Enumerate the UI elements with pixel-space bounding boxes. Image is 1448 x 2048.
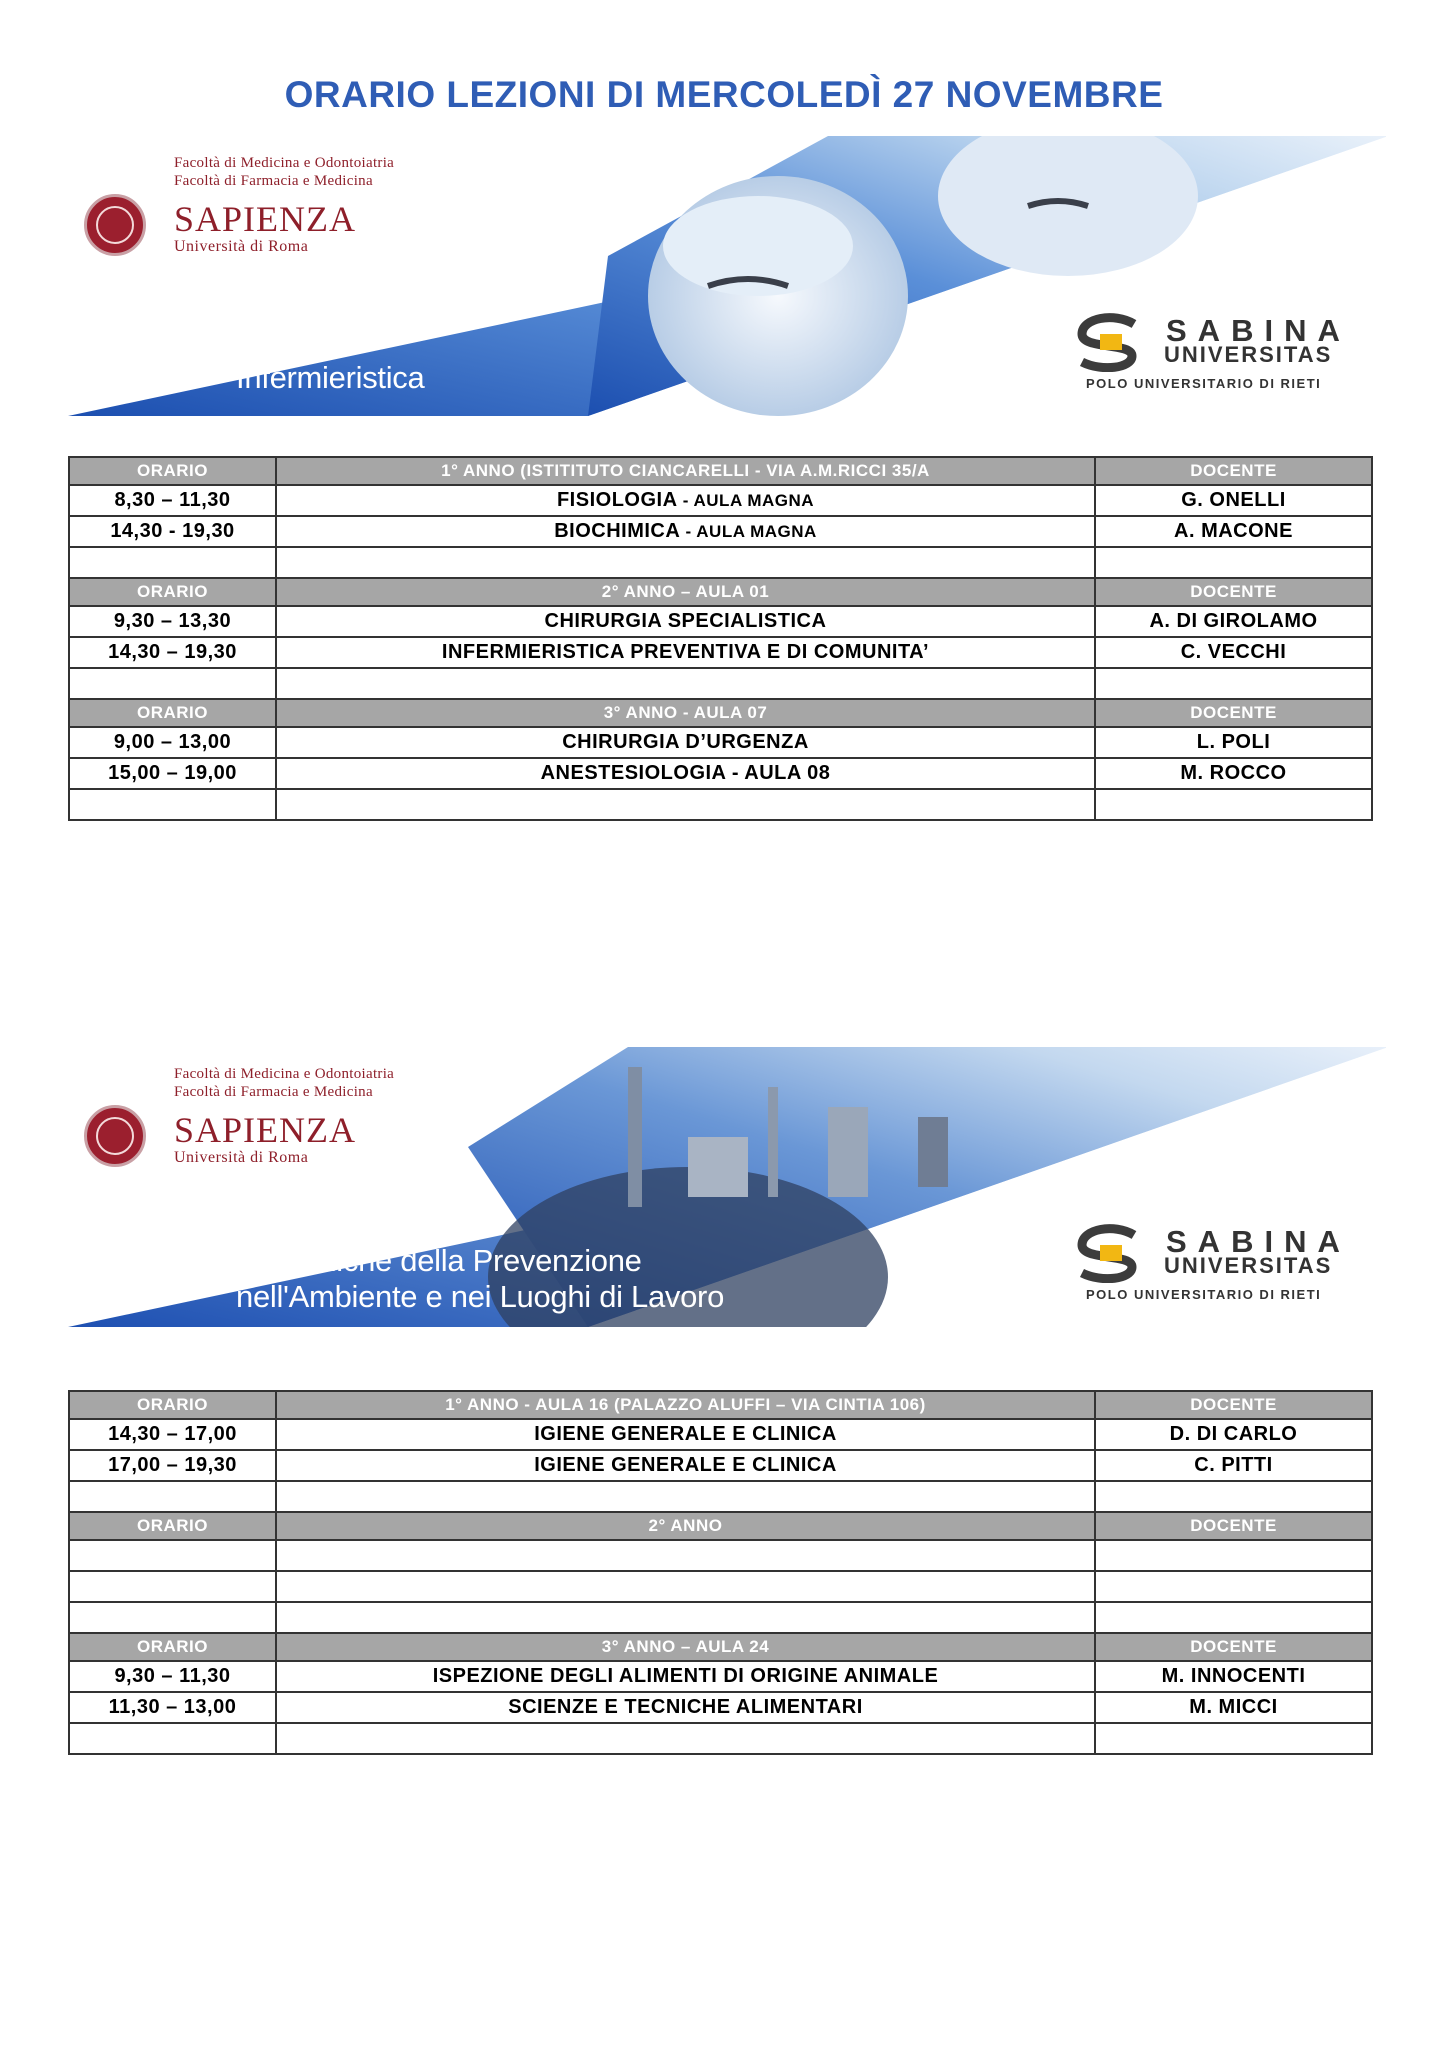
table-header-row (69, 1512, 1372, 1540)
time-cell (69, 547, 276, 578)
time-cell: 11,30 – 13,00 (69, 1692, 276, 1723)
teacher-cell: D. DI CARLO (1095, 1419, 1372, 1450)
header-year: 2° ANNO (276, 1512, 1095, 1540)
teacher-cell (1095, 547, 1372, 578)
course-name-line-2: nell'Ambiente e nei Luoghi di Lavoro (236, 1279, 725, 1314)
table-row (69, 1571, 1372, 1602)
polo-tagline: POLO UNIVERSITARIO DI RIETI (1086, 1287, 1322, 1302)
subject-cell (276, 1419, 1095, 1450)
table-header-row (69, 1633, 1372, 1661)
subject-cell (276, 637, 1095, 668)
subject-cell (276, 1602, 1095, 1633)
table-row (69, 1540, 1372, 1571)
time-cell: 15,00 – 19,00 (69, 758, 276, 789)
faculty-line-1: Facoltà di Medicina e Odontoiatria (174, 155, 395, 171)
header-orario: ORARIO (69, 578, 276, 606)
time-cell: 14,30 - 19,30 (69, 516, 276, 547)
room-label: - AULA MAGNA (677, 491, 815, 510)
table-row (69, 1450, 1372, 1481)
sabina-wordmark: SABINA (1166, 1224, 1351, 1259)
subject-cell (276, 758, 1095, 789)
subject-cell (276, 727, 1095, 758)
subject-cell (276, 547, 1095, 578)
table-row (69, 727, 1372, 758)
table-row (69, 485, 1372, 516)
subject-name: SCIENZE E TECNICHE ALIMENTARI (508, 1696, 863, 1718)
teacher-cell: M. MICCI (1095, 1692, 1372, 1723)
time-cell: 8,30 – 11,30 (69, 485, 276, 516)
subject-cell (276, 1540, 1095, 1571)
header-docente: DOCENTE (1095, 457, 1372, 485)
subject-cell (276, 485, 1095, 516)
time-cell: 9,30 – 13,30 (69, 606, 276, 637)
table-row (69, 1419, 1372, 1450)
subject-name: CHIRURGIA SPECIALISTICA (544, 610, 827, 632)
table-header-row (69, 699, 1372, 727)
header-orario: ORARIO (69, 457, 276, 485)
table-row (69, 1602, 1372, 1633)
header-docente: DOCENTE (1095, 1512, 1372, 1540)
sabina-logo-icon (1074, 1223, 1144, 1283)
time-cell: 9,00 – 13,00 (69, 727, 276, 758)
banner-prevenzione (68, 1047, 1386, 1327)
header-year: 1° ANNO (ISTITITUTO CIANCARELLI - VIA A.M.RICCI 35/A (276, 457, 1095, 485)
time-cell (69, 789, 276, 820)
subject-name: INFERMIERISTICA PREVENTIVA E DI COMUNITA’ (441, 641, 930, 663)
time-cell: 9,30 – 11,30 (69, 1661, 276, 1692)
time-cell (69, 1571, 276, 1602)
teacher-cell: A. DI GIROLAMO (1095, 606, 1372, 637)
table-row (69, 1661, 1372, 1692)
banner-infermieristica (68, 136, 1386, 416)
header-orario: ORARIO (69, 1633, 276, 1661)
time-cell (69, 1602, 276, 1633)
teacher-cell: M. INNOCENTI (1095, 1661, 1372, 1692)
time-cell (69, 668, 276, 699)
subject-cell (276, 668, 1095, 699)
teacher-cell: C. PITTI (1095, 1450, 1372, 1481)
table-row (69, 1692, 1372, 1723)
teacher-cell: C. VECCHI (1095, 637, 1372, 668)
faculty-line-1: Facoltà di Medicina e Odontoiatria (174, 1066, 395, 1082)
universitas-wordmark: UNIVERSITAS (1164, 342, 1333, 367)
header-year: 3° ANNO – AULA 24 (276, 1633, 1095, 1661)
teacher-cell (1095, 789, 1372, 820)
schedule-table-infermieristica (68, 456, 1373, 821)
header-docente: DOCENTE (1095, 1391, 1372, 1419)
teacher-cell (1095, 1602, 1372, 1633)
header-docente: DOCENTE (1095, 1633, 1372, 1661)
header-year: 2° ANNO – AULA 01 (276, 578, 1095, 606)
time-cell (69, 1723, 276, 1754)
sapienza-wordmark: SAPIENZA (174, 199, 357, 239)
teacher-cell: G. ONELLI (1095, 485, 1372, 516)
teacher-cell: A. MACONE (1095, 516, 1372, 547)
sapienza-wordmark: SAPIENZA (174, 1110, 357, 1150)
room-label: - AULA MAGNA (680, 522, 817, 541)
subject-name: IGIENE GENERALE E CLINICA (534, 1423, 837, 1445)
subject-name: ISPEZIONE DEGLI ALIMENTI DI ORIGINE ANIMALE (432, 1665, 939, 1687)
schedule-table-prevenzione (68, 1390, 1373, 1755)
teacher-cell: M. ROCCO (1095, 758, 1372, 789)
course-name-line-1: Tecniche della Prevenzione (272, 1243, 642, 1278)
subject-cell (276, 1692, 1095, 1723)
table-row (69, 606, 1372, 637)
polo-tagline: POLO UNIVERSITARIO DI RIETI (1086, 376, 1322, 391)
time-cell: 14,30 – 17,00 (69, 1419, 276, 1450)
header-year: 1° ANNO - AULA 16 (PALAZZO ALUFFI – VIA CINTIA 106) (276, 1391, 1095, 1419)
subject-cell (276, 606, 1095, 637)
subject-cell (276, 1571, 1095, 1602)
time-cell: 14,30 – 19,30 (69, 637, 276, 668)
time-cell: 17,00 – 19,30 (69, 1450, 276, 1481)
faculty-line-2: Facoltà di Farmacia e Medicina (174, 1084, 373, 1100)
university-subtitle: Università di Roma (174, 238, 309, 255)
sapienza-seal-icon (84, 194, 146, 256)
university-subtitle: Università di Roma (174, 1149, 309, 1166)
table-row (69, 1481, 1372, 1512)
teacher-cell (1095, 1481, 1372, 1512)
table-header-row (69, 457, 1372, 485)
page-title: ORARIO LEZIONI DI MERCOLEDÌ 27 NOVEMBRE (284, 74, 1164, 115)
time-cell (69, 1540, 276, 1571)
subject-cell (276, 1661, 1095, 1692)
sapienza-seal-icon (84, 1105, 146, 1167)
subject-cell (276, 516, 1095, 547)
teacher-cell: L. POLI (1095, 727, 1372, 758)
table-row (69, 668, 1372, 699)
table-row (69, 789, 1372, 820)
subject-name: IGIENE GENERALE E CLINICA (534, 1454, 837, 1476)
table-row (69, 516, 1372, 547)
subject-name: BIOCHIMICA (554, 520, 681, 542)
subject-cell (276, 789, 1095, 820)
table-row (69, 1723, 1372, 1754)
subject-cell (276, 1481, 1095, 1512)
header-docente: DOCENTE (1095, 699, 1372, 727)
course-name: Infermieristica (236, 360, 425, 395)
subject-name: CHIRURGIA D’URGENZA (562, 731, 809, 753)
subject-cell (276, 1723, 1095, 1754)
subject-cell (276, 1450, 1095, 1481)
header-year: 3° ANNO - AULA 07 (276, 699, 1095, 727)
universitas-wordmark: UNIVERSITAS (1164, 1253, 1333, 1278)
table-row (69, 758, 1372, 789)
table-header-row (69, 578, 1372, 606)
teacher-cell (1095, 668, 1372, 699)
table-row (69, 637, 1372, 668)
table-header-row (69, 1391, 1372, 1419)
time-cell (69, 1481, 276, 1512)
sabina-logo-icon (1074, 312, 1144, 372)
header-docente: DOCENTE (1095, 578, 1372, 606)
faculty-line-2: Facoltà di Farmacia e Medicina (174, 173, 373, 189)
subject-name: ANESTESIOLOGIA - AULA 08 (540, 762, 831, 784)
teacher-cell (1095, 1723, 1372, 1754)
header-orario: ORARIO (69, 699, 276, 727)
sabina-wordmark: SABINA (1166, 313, 1351, 348)
header-orario: ORARIO (69, 1391, 276, 1419)
teacher-cell (1095, 1540, 1372, 1571)
subject-name: FISIOLOGIA (556, 489, 678, 511)
table-row (69, 547, 1372, 578)
teacher-cell (1095, 1571, 1372, 1602)
header-orario: ORARIO (69, 1512, 276, 1540)
